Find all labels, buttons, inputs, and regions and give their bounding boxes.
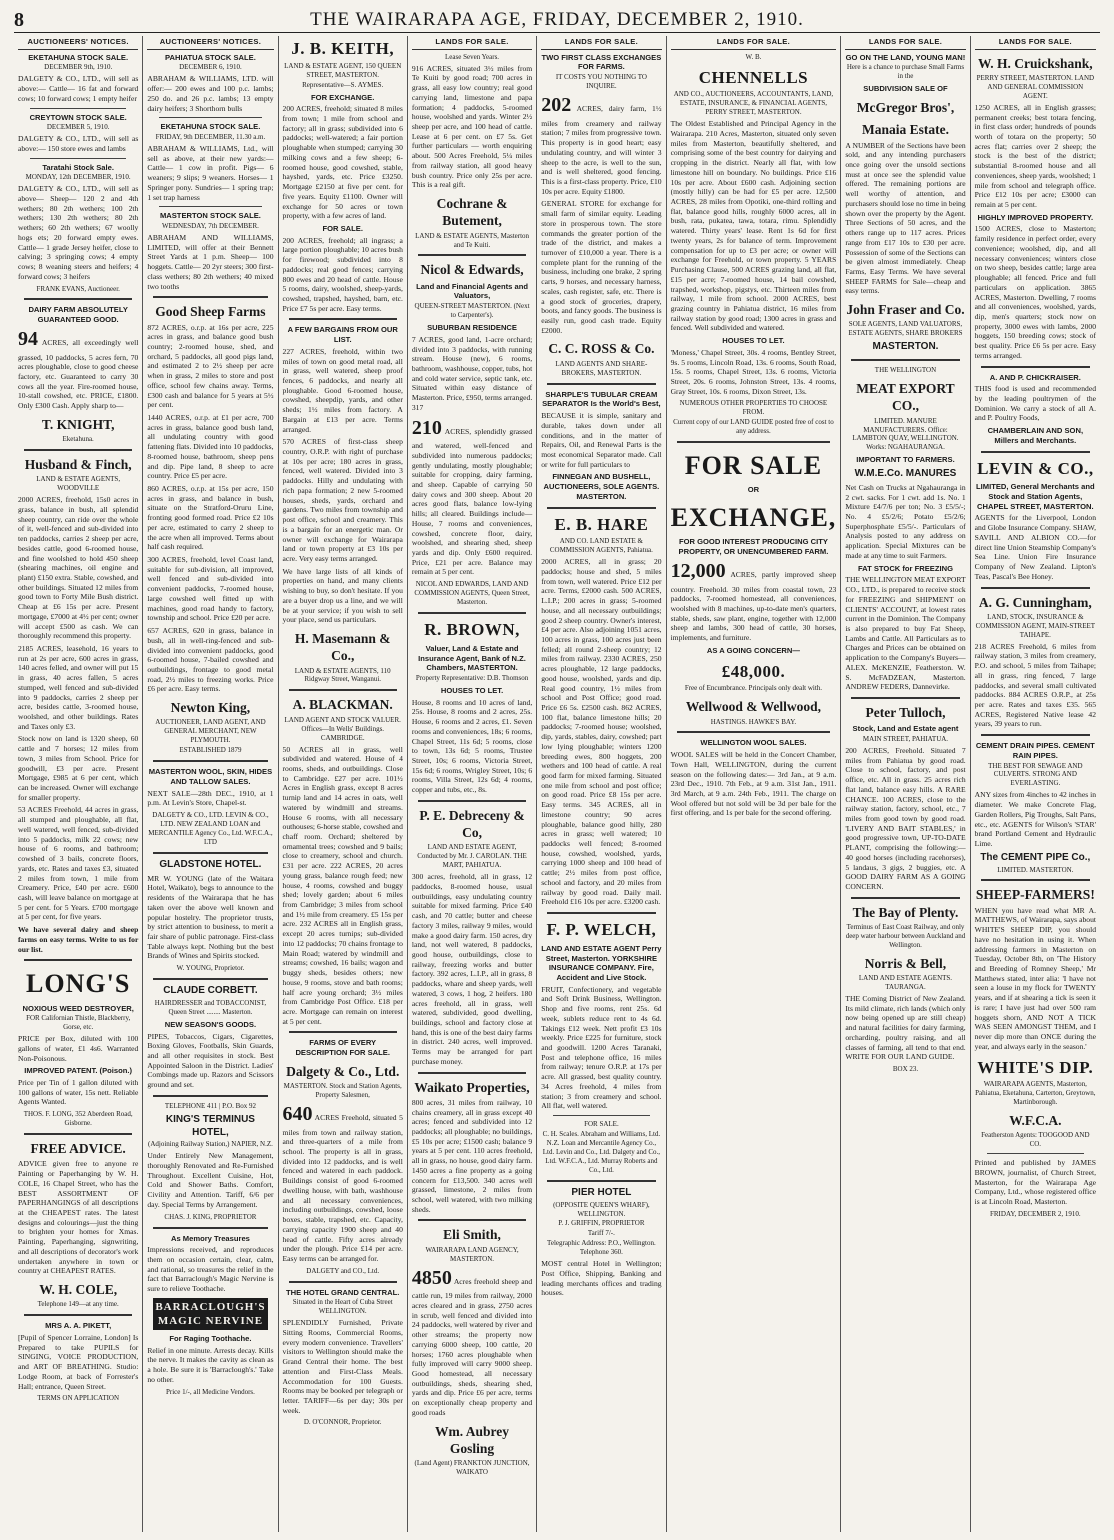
advertiser-address: MAIN STREET, PAHIATUA. xyxy=(862,734,949,743)
ad-body: 1440 ACRES, o.r.p. at £1 per acre, 700 acres in grass, balance good bush land, all undulating country with good fattening flats. Divided into 10 paddocks, 8-roomed house, bathroom, sheep pens and dip. Pipe land, 8 sheep to acre country. Price £5 per acre. xyxy=(147,412,274,481)
ad-title: SHARPLE'S TUBULAR CREAM SEPARATOR Is the World's Best, xyxy=(542,389,661,409)
ad-body: BECAUSE it is simple, sanitary and durable, takes down under all conditions, and in the matter of Repairs, Oil, and Renewal Parts is the most economical Separator made. Call or write for full particulars to xyxy=(541,411,662,469)
divider xyxy=(418,612,526,614)
ad-body: A NUMBER of the Sections have been sold, and any intending purchasers once going over the unsold sections must at once see the splendid value offered. The remaining portions are well worthy of attention, and purchasers should lose no time in being shown over the property by the Agent. Three Sections of 50 acres, and the others range up to 117 acres. Prices range from £17 10s to £30 per acre. Possession of some of the Sections can be given almost immediately. Cheap Farms, Easy Terms. We have several SHEEP FARMS for Sale—cheap and easy terms. xyxy=(845,140,966,296)
ad-body: 200 ACRES, freehold; all ingrass; a large portion ploughable; 10 acres bush for firewood; subdivided into 8 paddocks; real good fences; carrying 800 ewes and 20 head of cattle. House 5 rooms, dairy, woolshed, sheep-yards, cowshed, trapshed, hayshed, barn, etc. Price £7 5s per acre. Easy terms. xyxy=(282,235,403,313)
advertiser-initials: W. B. xyxy=(745,52,762,61)
ad-text: ACRES, splendidly grassed and watered, well-fenced and subdivided into numerous paddocks; gently undulating, mostly ploughable; suitable for cropping, dairy farming, and sheep. Capable of carrying 50 dairy cows and 300 sheep. About 20 acres good flats, balance low-lying hills; all cleared. Buildings include—House, 7 rooms and conveniences, cowshed, concrete floor, dairy, woolshed, and shearing shed, sheep yards and dip. Only £600 required. Price, £21 per acre. Balance may remain at 5 per cent. xyxy=(411,426,533,577)
ad-body: ANY sizes from 4inches to 42 inches in diameter. We make Concrete Flag, Garden Rollers, Pig Troughs, Salt Pans, etc., etc. AGENTS for Wilson's 'STAR' brand Portland Cement and Hydraulic Lime. xyxy=(974,790,1096,848)
divider xyxy=(153,1095,267,1097)
column-6 xyxy=(667,36,842,1532)
advertiser-sub: AND CO., AUCTIONEERS, ACCOUNTANTS, LAND, ESTATE, INSURANCE, & FINANCIAL AGENTS, PERRY STREET, MASTERTON. xyxy=(673,90,834,117)
advertiser-name: R. BROWN, xyxy=(424,620,520,640)
ad-title: FREE ADVICE. xyxy=(30,1141,126,1157)
ad-sub: AS A GOING CONCERN— xyxy=(706,645,800,655)
advertiser-place: MASTERTON. xyxy=(872,341,939,353)
ad-body: GENERAL STORE for exchange for small farm of similar equity. Leading store in prosperous town. The store commands the greater portion of the trade of the district, and makes a turnover of £10,000 a year. There is a complete plant for the running of the business, including one brake, 2 spring carts, 9 horses, and necessary harness, scales, cash register, safe, etc. There is a good stock of groceries, drapery, boots, and fancy goods. The business is easily run, good cash trade. Equity £2000. xyxy=(541,199,662,335)
divider xyxy=(981,451,1090,453)
divider xyxy=(289,1281,397,1283)
advertiser-place: LIMITED. MASTERTON. xyxy=(997,865,1074,874)
ad-body: Under Entirely New Management, thoroughly Renovated and Re-Furnished Throughout. Excellent Cuisine, Hot, Cold and Shower Baths. Comfort, Civility and Attention. Tariff, 6/6 per day. Special Terms by Arrangement. xyxy=(147,1151,274,1209)
advertiser-sub: WAIRARAPA LAND AGENCY, MASTERTON. xyxy=(425,1245,519,1263)
ad-title: SHEEP-FARMERS! xyxy=(975,887,1095,903)
ad-title: FOR SALE xyxy=(684,451,823,481)
ad-title: OR xyxy=(747,485,760,495)
advertiser-sub: LAND & ESTATE AGENTS, WOODVILLE xyxy=(36,475,121,493)
ad-price: Price 1/-, all Medicine Vendors. xyxy=(165,1387,255,1396)
advertiser-name: W. H. COLE, xyxy=(39,1281,118,1297)
advertiser-sub: LIMITED. MANURE MANUFACTURERS. Office: LAMBTON QUAY, WELLINGTON. Works: NGAHAURANGA. xyxy=(852,416,959,452)
ad-body: MR W. YOUNG (late of the Waitara Hotel, Waikato), begs to announce to the residents of the Wairarapa that he has taken over the above well known and popular hostelry. The proprietor trusts, by strict attention to business, to merit a fair share of public patronage. First-class Table always kept. Nothing but the best Brands of Wines and Spirits stocked. xyxy=(147,873,274,961)
ad-date: DECEMBER 9th, 1910. xyxy=(44,63,113,72)
advertiser-sub: Stock, Land and Estate agent xyxy=(852,724,959,734)
column-5 xyxy=(537,36,666,1532)
ad-title: CREYTOWN STOCK SALE. xyxy=(29,112,127,122)
ad-body xyxy=(541,93,661,196)
divider xyxy=(153,1227,267,1229)
ad-sub: FOR EXCHANGE. xyxy=(311,92,375,102)
ad-title: CEMENT DRAIN PIPES. CEMENT RAIN PIPES. xyxy=(975,741,1095,760)
columns xyxy=(14,36,1100,1532)
ad-body: 7 ACRES, good land, 1-acre orchard; divided into 3 paddocks, with running stream. House (new), 6 rooms, bathroom, washhouse, copper, tubs, hot and cold water service, septic tank, etc. Situated within easy distance of Masterton. Price, £950, terms arranged. 317 xyxy=(411,334,533,412)
ad-title: W.M.E.Co. MANURES xyxy=(854,468,957,480)
ad-sub: IMPORTANT TO FARMERS. xyxy=(856,455,955,465)
ad-agents: Featherston Agents: TOOGOOD AND CO. xyxy=(981,1131,1090,1149)
ad-title: GLADSTONE HOTEL. xyxy=(159,858,262,870)
ad-sub: FOR GOOD INTEREST PRODUCING CITY PROPERTY, OR UNENCUMBERED FARM. xyxy=(678,537,829,557)
advertiser-name: CHAMBERLAIN AND SON, Millers and Merchants. xyxy=(987,426,1084,445)
ad-title: THE HOTEL GRAND CENTRAL. xyxy=(286,1287,400,1297)
advertiser-name: F. P. WELCH, xyxy=(546,920,657,940)
ad-tariff: Tariff 7/-. xyxy=(587,1229,615,1238)
divider xyxy=(418,1072,526,1074)
ad-sub: IT COSTS YOU NOTHING TO INQUIRE. xyxy=(555,73,647,91)
ad-signature: CHAS. J. KING, PROPRIETOR xyxy=(164,1212,257,1221)
ad-note: Current copy of our LAND GUIDE posted free of cost to any address. xyxy=(673,418,834,436)
divider xyxy=(981,366,1090,368)
advertiser-sub: (Land Agent) FRANKTON JUNCTION, WAIKATO xyxy=(414,1459,530,1477)
ad-title: MASTERTON WOOL, SKIN, HIDES AND TALLOW SALES. xyxy=(148,767,273,786)
advertiser-name: Husband & Finch, xyxy=(24,457,132,473)
advertiser-sub: LAND AGENTS AND SHARE-BROKERS, MASTERTON. xyxy=(555,359,648,377)
advertiser-sub: Land and Financial Agents and Valuators, xyxy=(416,281,529,301)
advertiser-sub: LAND & ESTATE AGENTS, 110 Ridgway Street, Wanganui. xyxy=(294,666,391,684)
ad-title: HIGHLY IMPROVED PROPERTY. xyxy=(977,212,1094,222)
ad-text: ACRES, partly improved sheep country. Freehold. 30 miles from coastal town, 23 paddocks, 7-roomed homestead, all conveniences, woolshed with 8 machines, up-to-date men's quarters, stable, sheds, saw plant, engine, together with 12,000 sheep and lambs, 300 head of cattle, 30 horses, implements, and furniture. xyxy=(670,569,837,643)
ad-signature: THOS. F. LONG, 352 Aberdeen Road, Gisborne. xyxy=(23,1110,133,1128)
ad-sub: Lease Seven Years. xyxy=(445,52,500,61)
ad-title: KING'S TERMINUS HOTEL, xyxy=(165,1113,255,1138)
ad-agents: C. H. Scales. Abraham and Williams, Ltd. N.Z. Loan and Mercantile Agency Co., Ltd. Levin and Co., Ltd. Dalgety and Co., Ltd. W.F.C.A., Ltd. Murray Roberts and Co., Ltd. xyxy=(542,1130,661,1174)
divider xyxy=(547,507,655,509)
advertiser-name: John Fraser and Co. xyxy=(846,302,965,318)
ad-number: 640 xyxy=(282,1103,313,1125)
advertiser-name: CHENNELLS xyxy=(698,67,809,87)
advertiser-name: A. BLACKMAN. xyxy=(292,697,393,713)
ad-box: BOX 23. xyxy=(892,1065,919,1074)
advertiser-place: Eketahuna. xyxy=(62,435,94,444)
advertiser-sub: AND CO. LAND ESTATE & COMMISSION AGENTS, Pahiatua. xyxy=(549,537,653,555)
ad-body: 1250 ACRES, all in English grasses; permanent creeks; best totara fencing, in first class order; hundreds of pounds worth of totara on the property; 50 acres flat; carries over 2 sheep; the stock is the best of the district; substantial 8-roomed house and all conveniences, sheep yards, woolshed; 1 mile from school and telegraph office. Price £12 10s per acre; £3000 can remain at 5 per cent. xyxy=(974,102,1096,210)
divider xyxy=(24,298,132,300)
advertiser-sub: MASTERTON. Stock and Station Agents, Property Salesmen, xyxy=(283,1082,402,1100)
ad-footer: TERMS ON APPLICATION xyxy=(37,1394,120,1403)
ad-body: 1500 ACRES, close to Masterton; family residence in perfect order, every convenience; woolshed, dip, and all necessary conveniences; winters close on two sheep, besides cattle; large area ploughable; all fenced. Price and full particulars on application. 3865 ACRES, Masterton. Dwelling, 7 rooms and all conveniences, woolshed, yards, dip, men's quarters; stock now on property, 3000 ewes with lambs, 2000 hoggets, 150 breeding cows; stock of best quality. Price £6 5s per acre. Easy terms arranged. xyxy=(974,224,1096,360)
ad-body: 657 ACRES, 620 in grass, balance in bush, all in well-ring-fenced and sub-divided into convenient paddocks, good 6-roomed house, 7-bailed cowshed and outbuildings, frontage to good metal road, 2½ miles to freezing works. Price £6 per acre. Easy terms. xyxy=(147,626,274,694)
divider xyxy=(677,731,831,733)
divider xyxy=(289,689,397,691)
imprint-date: FRIDAY, DECEMBER 2, 1910. xyxy=(990,1209,1081,1218)
ad-body: NEXT SALE—28th DEC., 1910, at 1 p.m. At Levin's Store, Chapel-st. xyxy=(147,788,274,808)
ad-signature: DALGETY and CO., Ltd. xyxy=(306,1266,380,1275)
ad-title: Taratahi Stock Sale. xyxy=(42,162,114,172)
ad-body: 872 ACRES, o.r.p. at 16s per acre, 225 acres in grass, and balance good bush country; 2-roomed house, shed, and orchard, 5 paddocks, all good pigs land, and estimated 2 to 2½ sheep per acre when in grass, 2 miles to store and post office, school few chains away. Terms, £300 cash and balance for 5 years at 5½ per cent. xyxy=(147,322,274,410)
ad-title: GO ON THE LAND, YOUNG MAN! xyxy=(845,52,966,62)
ad-sub: SUBURBAN RESIDENCE xyxy=(427,323,517,333)
divider xyxy=(981,734,1090,736)
column-2 xyxy=(143,36,278,1532)
divider xyxy=(987,1153,1084,1154)
ad-body: 300 ACRES, freehold, level Coast land, suitable for sub-division, all improved, well fenced and sub-divided into convenient paddocks, 7-roomed house, large cowshed well fitted up with machines, good road handy to factory, township and school. Price £20 per acre. xyxy=(147,555,274,623)
ad-sub: FOR SALE. xyxy=(584,1120,619,1129)
ad-title: EKETAHUNA STOCK SALE. xyxy=(160,122,261,132)
ad-sub: (Adjoining Railway Station,) NAPIER, N.Z. xyxy=(148,1140,273,1149)
column-3 xyxy=(279,36,408,1532)
advertiser-sub: Valuer, Land & Estate and Insurance Agent, Bank of N.Z. Chambers, MASTERTON. xyxy=(418,643,526,673)
advertiser-name: Wm. Aubrey Gosling xyxy=(435,1423,510,1456)
ad-phone: Telegraphic Address: P.O., Wellington. Telephone 360. xyxy=(547,1239,656,1257)
column-header: LANDS FOR SALE. xyxy=(541,36,661,50)
brand-banner: BARRACLOUGH'S MAGIC NERVINE xyxy=(153,1298,267,1330)
ad-body: 200 ACRES, freehold; situated 8 miles from town; 1 mile from school and factory; all in grass; subdivided into 6 paddocks; well-watered; a fair portion ploughable when stumped; carrying 30 milking cows and a few sheep; 6-roomed house, good cowshed, stable, hayshed, yards, etc. Price £3250. Mortgage £2150 at five per cent. for five years. Equity £1100. Owner will exchange for 50 acres or town property, with a few acres of land. xyxy=(282,104,403,221)
ad-body xyxy=(412,1266,532,1418)
advertiser-name: Dalgety & Co., Ltd. xyxy=(286,1063,400,1079)
ad-number: 12,000 xyxy=(670,559,726,582)
advertiser-phone: Telephone 149—at any time. xyxy=(37,1300,119,1309)
column-header: LANDS FOR SALE. xyxy=(671,36,837,50)
ad-sub: NEW SEASON'S GOODS. xyxy=(164,1019,257,1029)
advertiser-sub: AUCTIONEER, LAND AGENT, AND GENERAL MERCHANT, NEW PLYMOUTH. xyxy=(155,718,266,745)
ad-sub: THE BEST FOR SEWAGE AND CULVERTS. STRONG AND EVERLASTING. xyxy=(988,761,1083,788)
advertiser-name: Peter Tulloch, xyxy=(865,704,946,720)
ad-body: DALGETY & CO., LTD., will sell as above:— Cattle— 16 fat and forward cows; 10 forward cows; 1 empty heifer xyxy=(18,74,139,103)
ad-body: AGENTS for the Liverpool, London and Globe Insurance Company. SHAW, SAVILL AND ALBION CO.—for direct line Union Steamship Company's Sea Line. Union Fire Insurance Company of New Zealand. Lipton's Teas, Pascal's Bee Honey. xyxy=(974,513,1096,581)
divider xyxy=(547,383,655,385)
ad-sub: FOR SALE. xyxy=(322,223,363,233)
column-4 xyxy=(408,36,537,1532)
ad-body: Price per Tin of 1 gallon diluted with 100 gallons of water, 15s nett. Reliable Agents Wanted. xyxy=(18,1078,139,1107)
advertiser-name: Nicol & Edwards, xyxy=(420,262,524,278)
divider xyxy=(418,800,526,802)
ad-body: House, 8 rooms and 10 acres of land, 25s. House, 8 rooms and 2 acres, 25s. House, 6 rooms and 2 acres, £1. Seven rooms and conveniences, 18s; 6 rooms, Chapel Street, 11s 6d; 5 rooms, close to town, 13s 6d; 5 rooms, Trustee Street, 10s; 6 rooms, Victoria Street, 15s 6d; 6 rooms, Wrigley Street, 10s; 6 rooms, Villa Street, 12s 6d; 4 rooms, copper and tubs, etc., 8s. xyxy=(411,697,533,795)
ad-body: 50 ACRES all in grass, well subdivided and watered. House of 4 rooms, sheds, and outbuildings. Close to Cambridge. £27 per acre. 101½ Acres in English grass, except 8 acres turnip land and 14 acres in oats, well watered by windmill and streams. House 6 rooms, with all necessary outhouses; 6-horse stable, cowshed and chaff room. Orchard; sheltered by ornamental trees; cowshed and 9 bails; close to creamery, school and church. £31 per acre. 222 ACRES, 20 acres young grass, balance rough feed; new house, 4 rooms, cowshed and buggy shed; lovely garden; about 6 miles from Cambridge; 3 miles from school and 1½ mile from creamery. £5 15s per acre. 232 ACRES all in English grass, except 20 acres turnips; sub-divided into 12 paddocks; 70 chains frontage to Main Road; watered by windmill and streams; cowshed, 16 bails; wagon and buggy sheds, besides others; new house, 9 rooms, stove and bath rooms; half acre young orchard; 3½ miles from Cambridge Post Office. £18 per acre. Mortgage can remain on interest at 5 per cent. xyxy=(282,744,403,1026)
ad-body: We have large lists of all kinds of properties on hand, and many clients wishing to buy, so don't hesitate. If you are a buyer drop us a line, and we will be at your service; if you wish to sell your place, send us particulars. xyxy=(282,566,403,625)
advertiser-name: Wellwood & Wellwood, xyxy=(685,699,821,715)
column-8 xyxy=(971,36,1100,1532)
ad-title: McGregor Bros', xyxy=(856,100,955,116)
divider xyxy=(851,897,959,899)
ad-sub: HOUSES TO LET. xyxy=(440,685,504,695)
advertiser-name: LEVIN & CO., xyxy=(977,458,1094,478)
advertiser-sub: LAND AND ESTATE AGENT, Conducted by Mr. J. CAROLAN. THE MART, PAHIATUA. xyxy=(417,843,527,870)
ad-signature: P. J. GRIFFIN, PROPRIETOR xyxy=(558,1219,645,1228)
ad-sub: Situated in the Heart of Cuba Street WELLINGTON. xyxy=(292,1298,393,1316)
advertiser-sub: LIMITED, General Merchants and Stock and Station Agents, CHAPEL STREET, MASTERTON. xyxy=(976,482,1095,511)
ad-text: ACRES Freehold, situated 5 miles from town and railway station, and three-quarters of a mile from school. The property is all in grass, divided into 12 paddocks, and is well fenced and watered in each paddock. Buildings consist of good 6-roomed dwelling house, with bath, washhouse and all necessary conveniences, including outbuildings, cowshed, loose boxes, stable, trapshed, etc. Capacity, carrying capacity 1900 sheep and 40 head of cattle. Fifty acres already under the plough. Price £14 per acre. Easy terms can be arranged for. xyxy=(282,1113,403,1263)
divider xyxy=(553,1115,649,1116)
ad-date: MONDAY, 12th DECEMBER, 1910. xyxy=(25,173,131,182)
ad-body: WHEN you have read what MR A. MATTHEWS, of Wairarapa, says about WHITE'S SHEEP DIP, you should have no hesitation in using it. When addressing farmers in Masterton on Tuesday, October 8th, on 'The History and Breeding of Romney Sheep,' Mr Matthews stated, inter alia: 'I have not seen a louse in my flock for TWENTY years, and if at shearing a tick is seen it is rare; I have just had over 500 ram hoggets shorn, AND NOT A TICK WAS SEEN AMONGST THEM, and I never dip more than ONCE during the year, and always early in the season.' xyxy=(974,905,1096,1051)
advertiser-address: QUEEN-STREET MASTERTON. (Next to Carpenter's). xyxy=(414,302,530,320)
ad-body: 2000 ACRES, freehold, 15s0 acres in grass, balance in bush, all splendid sheep country, can ride over the whole of it, well-fenced and sub-divided into ten paddocks, carries 2 sheep per acre, besides cattle, good 6-roomed house, and fine woolshed to hold 450 sheep (shearing machines, oil engine and plant) £150 extra. Stable, cowshed, and other buildings. Situated 12 miles from good town to Forty Mile Bush district. Cheap at £6 15s per acre. Present mortgage, £7000 at 4½ per cent; owner will accept £500 as cash. We can thoroughly recommend this property. xyxy=(18,495,139,641)
brand-name: WHITE'S DIP. xyxy=(977,1057,1094,1077)
ad-signature: W. YOUNG, Proprietor. xyxy=(176,964,245,973)
ad-title: As Memory Treasures xyxy=(170,1233,250,1243)
ad-text: Acres freehold sheep and cattle run, 19 miles from railway, 2000 acres cleared and in grass, 2750 acres in scrub, well fenced and divided into 24 paddocks, well watered by river and other streams; the property now carrying 6000 sheep, 100 cattle, 20 horses; 1760 acres ploughable when fully improved will carry 9000 sheep. Good homestead, all necessary outbuildings, sheds, shearing shed, yards and dip. Price £6 per acre, terms on exceptionally cheap property and good roads xyxy=(411,1276,533,1417)
advertiser-name: J. B. KEITH, xyxy=(291,39,395,58)
ad-title: EXCHANGE, xyxy=(670,503,837,533)
ad-sub: HOUSES TO LET. xyxy=(722,336,785,346)
ad-body: SPLENDIDLY Furnished, Private Sitting Rooms, Commercial Rooms, every modern convenience. Travellers' visitors to Wellington should make the Grand Central their home. The best attention and First-Class Meals. Accommodation for 100 Guests. Rooms may be booked per telegraph or letter. TARIFF—6s per day; 30s per week. xyxy=(282,1318,403,1415)
column-header: AUCTIONEERS' NOTICES. xyxy=(147,36,273,50)
advertiser-name: Cochrane & Butement, xyxy=(436,196,508,229)
ad-body: ADVICE given free to anyone re Painting or Paperhanging by W. H. COLE, 16 Chapel Street, who has the BEST ASSORTMENT OF PAPERHANGINGS of all descriptions at the CHEAPEST rates. The latest designs and colourings—just the thing to brighten your homes for Xmas. Painting, Paperhanging, signwriting, and all descriptions of decorator's work undertaken anywhere in town or country at CHEAPEST RATES. xyxy=(18,1159,139,1276)
advertiser-name: W. H. Cruickshank, xyxy=(977,55,1093,71)
ad-note: Free of Encumbrance. Principals only dealt with. xyxy=(684,684,823,693)
ad-body: 2000 ACRES, all in grass; 20 paddocks; house and shed, 5 miles from town, well watered. Price £12 per acre. Terms, £2000 cash. 500 ACRES, L.I.P.; 200 acres in grass; 5-roomed house, and all necessary outbuildings; good 2 sheep country. Owner's interest, £4 per acre. Also adjoining 1051 acres, 100 acres in grass, 100 acres just been felled; all round 2-sheep country; 12 miles from railway. 2330 ACRES, 250 acres ploughable, 12 large paddocks, good house, woolshed, yards and dip. Real good country, 1½ miles from school and Post Office; good road. Price £6 5s. £2500 cash. 862 ACRES, 100 flat, balance limestone hills; 20 paddocks; 7-roomed house; woolshed, dip, yards, stables, dairy, cowshed; part low lying ploughable; winters 1200 breeding ewes, 800 hoggets, 200 wethers and 100 head of cattle. A real good farm for mixed farming. Situated one mile from school and post office; on good road. Price £8 15s per acre. Easy terms. 345 ACRES, all in limestone country; 90 acres ploughable, balance good hilly, 280 acres in grass; well watered; 10 paddocks well fenced; 8-roomed house, cowshed, woolshed, yards, carrying 1000 sheep and 100 head of cattle; 2½ miles from post office, school and factory, and 20 miles from railway by good road. Daily mail. Freehold £16 10s per acre. £3200 cash. xyxy=(541,557,662,907)
ad-signature: NICOL AND EDWARDS, LAND AND COMMISSION AGENTS, Queen Street, Masterton. xyxy=(414,580,530,607)
divider xyxy=(159,206,261,207)
advertiser-name: LONG'S xyxy=(26,969,131,999)
ad-title: Waikato Properties, xyxy=(414,1079,530,1095)
divider xyxy=(547,1180,655,1182)
ad-date: WEDNESDAY, 7th DECEMBER. xyxy=(162,221,259,230)
ad-sub: FOR Californian Thistle, Blackberry, Gorse, etc. xyxy=(26,1014,131,1032)
ad-title: PIER HOTEL xyxy=(571,1186,632,1198)
ad-sub: (OPPOSITE QUEEN'S WHARF), WELLINGTON. xyxy=(553,1200,650,1218)
divider xyxy=(851,697,959,699)
ad-phone: TELEPHONE 411 | P.O. Box 92 xyxy=(164,1101,257,1110)
ad-body: WOOL SALES will be held in the Concert Chamber, Town Hall, WELLINGTON, during the current season on the following dates:— 3rd Jan., at 9 a.m. 23rd Dec., 1910. 7th Feb., at 9 a.m. 31st Jan., 1911. 3rd March, at 9 a.m. 24th Feb., 1911. The charge on Wool offered but not sold will be 3d per bale for the first offering, and 1s per bale for the second offering. xyxy=(670,750,837,818)
ad-number: 4850 xyxy=(411,1266,452,1289)
divider xyxy=(24,1133,132,1135)
ad-signature: D. O'CONNOR, Proprietor. xyxy=(303,1418,382,1427)
ad-date: DECEMBER 5, 1910. xyxy=(46,123,110,132)
divider xyxy=(30,158,126,159)
advertiser-name: Norris & Bell, xyxy=(864,955,947,971)
ad-title: A FEW BARGAINS FROM OUR LIST. xyxy=(287,325,398,345)
ad-title: A. AND P. CHICKRAISER. xyxy=(989,372,1081,382)
divider xyxy=(677,441,831,443)
ad-number: 202 xyxy=(541,94,572,117)
advertiser-name: MEAT EXPORT CO., xyxy=(856,381,955,414)
advertiser-name: T. KNIGHT, xyxy=(41,416,115,432)
ad-sub: Here is a chance to purchase Small Farms in the xyxy=(846,63,965,81)
advertiser-sub: PERRY STREET, MASTERTON. LAND AND GENERAL COMMISSION AGENT. xyxy=(976,73,1095,100)
advertiser-rep: Representative—S. AYMES. xyxy=(302,80,384,89)
column-7 xyxy=(841,36,970,1532)
ad-sub: Terminus of East Coast Railway, and only deep water harbour between Auckland and Wellington. xyxy=(845,922,966,949)
ad-body: FRUIT, Confectionery, and vegetable and Soft Drink Business, Wellington. Shop and five rooms, rent 25s. 6d week, sublets reduce rent to 4s 6d. Takings £12 week. Nett profit £3 10s weekly. Price £225 for furniture, stock and goodwill. 1200 Acres Taranaki, Post and telephone office, 16 miles from railway; tenure O.R.P. at 17s per acre. All grassed, best quality country. 34 Acres freehold, 4 miles from station; 3 from creamery and school. All flat, well watered. xyxy=(541,984,662,1111)
ad-title: MASTERTON STOCK SALE. xyxy=(159,211,261,221)
advertiser-sub: LAND AND ESTATE AGENT Perry Street, Masterton. YORKSHIRE INSURANCE COMPANY. Fire, Accident and Live Stock. xyxy=(541,943,662,982)
ad-body: MOST central Hotel in Wellington; Post Office, Shipping, Banking and leading merchants offices and trading houses. xyxy=(541,1259,662,1298)
ad-body: 53 ACRES Freehold, 44 acres in grass, all stumped and ploughable, all flat, well watered, well fenced, sub-divided into 5 paddocks, milk 22 cows; new house of 6 rooms, and bathroom; cowshed of 3 bails, concrete floors, yards, etc. Rates and taxes £3, situated 2 miles from town, 1 mile from Creamery. Price, £40 per acre. £600 cash, will leave balance on mortgage at 5 per cent. for 5 Years. £700 mortgage at 5 per cent, for five years. xyxy=(18,805,139,922)
column-header: LANDS FOR SALE. xyxy=(975,36,1096,50)
divider xyxy=(981,879,1090,881)
column-header: LANDS FOR SALE. xyxy=(845,36,965,50)
ad-title: Good Sheep Farms xyxy=(155,304,266,320)
ad-body: DALGETY & CO., LTD., will sell as above:— 150 store ewes and lambs xyxy=(18,134,139,153)
ad-body: 570 ACRES of first-class sheep country, O.R.P. with right of purchase at 10s per acre; 180 acres in grass, fenced, well watered. Divided into 3 paddocks. Hilly and undulating with rich papa formation; 2 new 5-roomed houses, sheds, yards, orchard and gardens. Two miles from township and post office, school and creamery. This is a bargain for an energetic man. Or owner will exchange for Wairarapa land or town property at £3 10s per acre. Very easy terms arranged. xyxy=(282,437,403,563)
advertiser-name: FINNEGAN AND BUSHELL, AUCTIONEERS, SOLE AGENTS. MASTERTON. xyxy=(543,472,660,501)
ad-body: Net Cash on Trucks at Ngahauranga in 2 cwt. sacks. For 1 cwt. add 1s. No. 1 Mixture £4/7/6 per ton; No. 3 £5/5/-; No. 4 £5/2/6; Potato £5/2/6; Superphosphate £5/5/-. Particulars of Analysis posted to any address on application. Special Mixtures can be made at any time to suit Farmers. xyxy=(845,482,966,560)
ad-agents: WAIRARAPA AGENTS, Masterton, Pahiatua, Eketahuna, Carterton, Greytown, Martinborough. xyxy=(975,1080,1096,1107)
ad-title: Manaia Estate. xyxy=(861,122,949,138)
ad-body: Impressions received, and reproduces them on occasion certain, clear, calm, and rational, so treasures the relief in the fact that Barraclough's Magic Nervine is sure to relieve Toothache. xyxy=(147,1245,274,1294)
ad-body: Relief in one minute. Arrests decay. Kills the nerve. It makes the cavity as clean as a hole. Be sure it is 'Barraclough's.' Take no other. xyxy=(147,1345,274,1384)
advertiser-name: Newton King, xyxy=(170,700,251,716)
ad-title: DAIRY FARM ABSOLUTELY GUARANTEED GOOD. xyxy=(28,305,128,325)
ad-text: ACRES, dairy farm, 1½ miles from creamery and railway station; 7 miles from progressive town. This property is in good heart; easy undulating country, and will winter 3 sheep to the acre, is well to the sun, and is well sheltered, good fencing. This is a first-class property. Price, £10 10s per acre. Equity £1800. xyxy=(541,104,662,196)
advertiser-sub: HAIRDRESSER and TOBACCONIST, Queen Street ........ Masterton. xyxy=(154,998,267,1016)
ad-body: The Oldest Established and Principal Agency in the Wairarapa. 210 Acres, Masterton, situated only seven miles from Masterton, beautifully sheltered, and comprising some of the best country for dairying and cropping in the district. Nearly all flat, with low limestone hill on boundary. No buildings. Price £16 10s per acre. About £600 cash. Adjoining section (mostly hilly) can be had for £5 per acre. 12,500 ACRES, 28 miles from Opotiki, one-third rolling and flat, balance good hills, roughly 6000 acres, all in bush, rata, pukatea, tawa, totara, rimu. Splendidly watered. Thirty years' lease. Rent 1s 6d for first twenty years, 2s for balance of term. Improvement compensation for up to £3 per acre; or owner will exchange for Freehold, or town property. 5 YEARS Purchasing Clause, 500 ACRES grazing land, all flat, £15 per acre; 7-roomed house, 14 bail cowshed, trapshed, workshop, pigstys, etc. Thirteen miles from railway, 1 mile from school. 2000 ACRES, best grazing country in Pahiatua district, 16 miles from railway station by good road; 1300 acres in grass and fenced. Well subdivided and watered. xyxy=(670,119,837,333)
ad-sub: SUBDIVISION SALE OF xyxy=(863,84,948,94)
ad-number: 94 xyxy=(18,327,38,350)
divider xyxy=(24,449,132,451)
advertiser-name: E. B. HARE xyxy=(554,514,649,534)
divider xyxy=(153,760,267,762)
ad-body: THE WELLINGTON MEAT EXPORT CO., LTD., is prepared to receive stock for FREEZING and SHIPMENT on CLIENTS' ACCOUNT, at lowest rates current in the Dominion. The Company is also prepared to buy Fat Sheep, Lambs and Cattle. All Particulars as to Charges and Prices can be obtained on application to the Company's Buyers— ALEX. McKENZIE, Featherston. W. S. McFADZEAN, Masterton. ANDREW FEDERS, Dannevirke. xyxy=(845,575,966,692)
ad-sub: THE WELLINGTON xyxy=(874,366,937,375)
advertiser-sub: SOLE AGENTS, LAND VALUATORS, ESTATE AGENTS, SHARE BROKERS xyxy=(848,320,963,338)
ad-text: ACRES, all exceedingly well grassed, 10 paddocks, 5 acres fern, 70 acres ploughable, close to good cheese factory, etc. Guaranteed to carry 30 cows all the year. Fire-roomed house, 10-stall cowshed, etc. PRICE, £1800. Only £300 Cash. Apply sharp to— xyxy=(18,337,139,411)
ad-signature: FRANK EVANS, Auctioneer. xyxy=(36,284,120,293)
ad-body xyxy=(18,327,138,411)
ad-note: We have several dairy and sheep farms on easy terms. Write to us for our list. xyxy=(18,925,139,954)
advertiser-name: MRS A. A. PIKETT, xyxy=(45,1321,112,1331)
divider xyxy=(153,852,267,854)
divider xyxy=(418,1219,526,1221)
ad-title: FARMS OF EVERY DESCRIPTION FOR SALE. xyxy=(295,1038,390,1058)
ad-body: 218 ACRES Freehold, 6 miles from railway station, 3 miles from creamery, P.O. and school, 5 miles from Taihape; all in grass, ring fenced, 7 large paddocks, and several small cultivated paddocks. 884 ACRES O.R.P., at 25s per acre. Rates and taxes £35. 565 ACRES, Registered Native lease 42 years, 39 years to run. xyxy=(974,641,1096,729)
ad-body: ABRAHAM & WILLIAMS, Ltd., will sell as above, at their new yards:— Cattle— 1 cow in profit. Pigs— 6 weaners; 9 slips; 9 weaners. Horses— 1 Springer pony. Sundries— 1 spring trap; 1 set trap harness xyxy=(147,143,274,202)
divider xyxy=(547,912,655,914)
column-header: AUCTIONEERS' NOTICES. xyxy=(18,36,138,50)
newspaper-title: THE WAIRARAPA AGE, FRIDAY, DECEMBER 2, 1910. xyxy=(310,9,804,30)
divider xyxy=(289,318,397,320)
ad-date: DECEMBER 6, 1910. xyxy=(179,63,242,72)
ad-title: EKETAHUNA STOCK SALE. xyxy=(28,52,129,62)
ad-body xyxy=(283,1102,403,1264)
ad-title: WELLINGTON WOOL SALES. xyxy=(700,738,807,748)
ad-body: PIPES, Tobaccos, Cigars, Cigarettes, Boxing Gloves, Footballs, Skin Guards, and all other requisites in stock. Best Appointed Saloon in the District. Ladies' Combings made up. Razors and Scissors ground and set. xyxy=(147,1031,274,1090)
ad-sub: IMPROVED PATENT. (Poison.) xyxy=(24,1066,133,1076)
ad-body: ABRAHAM & WILLIAMS, LTD. will offer:— 200 ewes and 100 p.c. lambs; 250 do. and 26 p.c. lambs; 13 empty dairy heifers; 3 Shorthorn bulls xyxy=(147,74,274,113)
divider xyxy=(153,296,267,298)
divider xyxy=(981,587,1090,589)
ad-body: THE Coming District of New Zealand. Its mild climate, rich lands (which only now being opened up are still cheap) and natural facilities for dairy farming, orcharding, poultry raising, and all classes of farming, all tend to that end. WRITE FOR OUR LAND GUIDE. xyxy=(845,993,966,1062)
divider xyxy=(30,108,126,109)
advertiser-sub: LAND AND ESTATE AGENTS. TAURANGA. xyxy=(858,974,953,992)
ad-body: 916 ACRES, situated 3½ miles from Te Kuiti by good road; 700 acres in grass, all easy low country; real good carrying land, limestone and papa formation; 4 paddocks, 5-roomed house, woolshed and yards. Winter 2½ sheep per acre, and 100 head of cattle. Lease at 6 per cent. on £7 5s. Get further particulars — worth enquiring about. 500 Acres Freehold, 5¼ miles from railway station, all good heavy bush country. Price only 25s per acre. This is a real gift. xyxy=(411,63,533,190)
ad-body: 200 ACRES, Freehold. Situated 7 miles from Pahiatua by good road. Close to school, factory, and post office, etc. All in grass. 25 acres rich flat land, balance easy hills. A RARE CHANCE. 100 ACRES, close to the railway station, factory, school, etc., 7 miles from good town by good road. 'LIVERY AND BAIT STABLES,' in good progressive town, UP-TO-DATE PLANT, comprising the following:—40 good horses (including racehorses), 5 landaus, 3 gigs, 2 buggies, etc. A GOOD DAIRY FARM AS A GOING CONCERN. xyxy=(845,745,966,891)
masthead xyxy=(14,8,1100,33)
ad-body: 227 ACRES, freehold, within two miles of town on good metal road, all in grass, well watered, sheep proof fences, 6 paddocks, and nearly all ploughable. Good 6-roomed house, cowshed, sheepdip, yards, and other sheds; 1½ miles from factory. A Bargain at £13 per acre. Terms arranged. xyxy=(282,346,403,434)
advertiser-name: Eli Smith, xyxy=(443,1227,501,1243)
advertiser-name: H. Masemann & Co., xyxy=(294,630,391,664)
ad-body: THIS food is used and recommended by the leading poultrymen of the Dominion. We carry a stock of all A. and P. Poultry Foods, xyxy=(974,384,1096,423)
divider xyxy=(851,359,959,361)
ad-body xyxy=(671,559,837,643)
advertiser-name: P. E. Debreceny & Co, xyxy=(419,807,525,841)
ad-title: PAHIATUA STOCK SALE. xyxy=(165,52,256,62)
ad-body xyxy=(412,416,532,578)
divider xyxy=(159,117,261,118)
ad-body: 2185 ACRES, leasehold, 16 years to run at 2s per acre, 600 acres in grass, 140 acres felled, and owner will put 15 in grass, 40 acres fallen, 5 acres stumped, well fenced and sub-divided into 9 paddocks, carries 2 sheep per acre, besides cattle, 3-roomed house, woolshed, and other buildings. Rates and Taxes only £3. xyxy=(18,643,139,731)
ad-body: 'Moness,' Chapel Street, 30s. 4 rooms, Bentley Street, 9s. 5 rooms, Lincoln Road, 13s. 6 rooms, South Road, 15s. 5 rooms, Chapel Street, 13s. 6 rooms, Victoria Street, 20s. 6 rooms, Johnston Street, 13s. 4 rooms, Gray Street, 10s. 6 rooms, Dixon Street, 13s. xyxy=(670,347,837,396)
page-number: 8 xyxy=(14,8,24,31)
ad-title: FAT STOCK for FREEZING xyxy=(857,563,954,573)
ad-body: DALGETY & CO., LTD., will sell as above— Sheep— 120 2 and 4th wethers; 80 2th wethers; 100 2th wethers; 130 2th wethers; 80 2th wethers; 60 2th wethers; 67 woolly hogs ets; 20 forward empty ewes. Cattle— 1 grade Jersey heifer, close to calving; 3 springing cows; 4 empty cows; 8 weaning steers and heifers; 4 forward cows; 3 heifers xyxy=(18,184,139,281)
column-1 xyxy=(14,36,143,1532)
advertiser-name: C. C. ROSS & Co. xyxy=(548,341,655,357)
ad-body: [Pupil of Spencer Lorraine, London] Is Prepared to take PUPILS for SINGING, VOICE PRODUCTION, and ART OF BREATHING. Studio: Lodge Room, at back of Forrester's Hall; entrance, Queen Street. xyxy=(18,1332,139,1391)
ad-body: PRICE per Box, diluted with 100 gallons of water, £1 4s6. Warranted Non-Poisonous. xyxy=(18,1034,139,1063)
ad-date: FRIDAY, 9th DECEMBER, 11.30 a.m. xyxy=(155,132,266,141)
advertiser-rep: Property Representative: D.B. Thomson xyxy=(415,673,529,682)
divider xyxy=(24,959,132,961)
advertiser-name: W.F.C.A. xyxy=(1009,1113,1062,1129)
ad-price: £48,000. xyxy=(721,661,786,681)
advertiser-name: CLAUDE CORBETT. xyxy=(163,985,258,997)
advertiser-sub: LAND, STOCK, INSURANCE & COMMISSION AGENT, MAIN-STREET TAIHAPE. xyxy=(975,612,1096,639)
divider xyxy=(24,1314,132,1316)
ad-title: The Bay of Plenty. xyxy=(852,904,959,920)
ad-number: 210 xyxy=(411,416,442,439)
divider xyxy=(418,254,526,256)
ad-body: ABRAHAM AND WILLIAMS, LIMITED, will offer at their Bennett Street Yards at 1 p.m. Sheep— 100 hoggets. Cattle— 20 2yr steers; 300 first-class wethers; 80 2th wethers; 40 mixed two tooths xyxy=(147,232,274,291)
advertiser-sub: LAND & ESTATE AGENTS, Masterton and Te Kuiti. xyxy=(415,231,530,249)
advertiser-sub: LAND & ESTATE AGENT, 150 QUEEN STREET, MASTERTON. xyxy=(284,61,402,79)
advertiser-est: ESTABLISHED 1879 xyxy=(179,746,242,755)
ad-sub: For Raging Toothache. xyxy=(169,1334,252,1344)
ad-body: 800 acres, 31 miles from railway, 10 chains creamery, all in grass except 40 acres; fenced and subdivided into 12 paddocks; all ploughable; no buildings, £5 10s per acre; £1500 cash; balance 9 years at 5 per cent. 110 acres freehold, all in grass, no house, good dairy farm. 1450 acres a fine property as a going concern for £13,500. 340 acres well grassed, limestone, 2 miles from school, well watered, with two milking sheds. xyxy=(411,1097,533,1214)
column-header: LANDS FOR SALE. xyxy=(412,36,532,50)
divider xyxy=(289,1031,397,1033)
ad-body: 860 ACRES, o.r.p. at 15s per acre, 150 acres in grass, and balance in bush, situate on the Stratford-Oruru Line, fronting good formed road. Price £2 10s per acre, estimated to carry 2 sheep to the acre when all improved. Terms about half cash required. xyxy=(147,484,274,552)
ad-note: NUMEROUS OTHER PROPERTIES TO CHOOSE FROM. xyxy=(679,399,828,417)
ad-body: 300 acres, freehold, all in grass, 12 paddocks, 8-roomed house, usual outbuildings, easy undulating country suitable for mixed farming. Price £40 cash, and 70 cattle; butter and cheese factory 3 miles, railway 9 miles, would make a good dairy farm. 150 acres, dry land, not well watered, 8 paddocks, good house, outbuildings, close to railway, freezing works and butter factory. 392 acres, L.I.P., all in grass, 8 paddocks, whare and sheep yards, well watered, 3 cows, 1 hog, 2 heifers. 180 acres freehold, all in grass, well watered, subdivided, good dwelling, buildings, school and factory close at hand, this is one of the best dairy farms in district. 240 acres, well improved. Terms may be arranged for part purchase money. xyxy=(411,872,533,1066)
advertiser-sub: HASTINGS. HAWKE'S BAY. xyxy=(710,717,797,726)
ad-sub: NOXIOUS WEED DESTROYER, xyxy=(22,1003,134,1013)
ad-agents: DALGETY & CO., LTD. LEVIN & CO., LTD. NEW ZEALAND LOAN and MERCANTILE Agency Co., Ltd. W.F.C.A., LTD xyxy=(148,811,273,846)
advertiser-name: A. G. Cunningham, xyxy=(978,594,1092,610)
ad-title: TWO FIRST CLASS EXCHANGES FOR FARMS. xyxy=(541,52,662,72)
divider xyxy=(153,978,267,980)
ad-body: Stock now on land is 1320 sheep, 60 cattle and 7 horses; 12 miles from town, 3 miles from School. Price for goodwill, £3 per acre. Present Mortgage, £985 at 6 per cent, which can be increased. Owner will exchange for smaller property. xyxy=(18,734,139,802)
advertiser-sub: LAND AGENT AND STOCK VALUER. Offices—In Wells' Buildings. CAMBRIDGE. xyxy=(284,715,401,742)
advertiser-name: The CEMENT PIPE Co., xyxy=(980,851,1091,863)
publisher-imprint: Printed and published by JAMES BROWN, journalist, of Church Street, Masterton, for the Wairarapa Age Company, Ltd., whose registered office is at Lincoln Road, Masterton. xyxy=(974,1158,1096,1207)
